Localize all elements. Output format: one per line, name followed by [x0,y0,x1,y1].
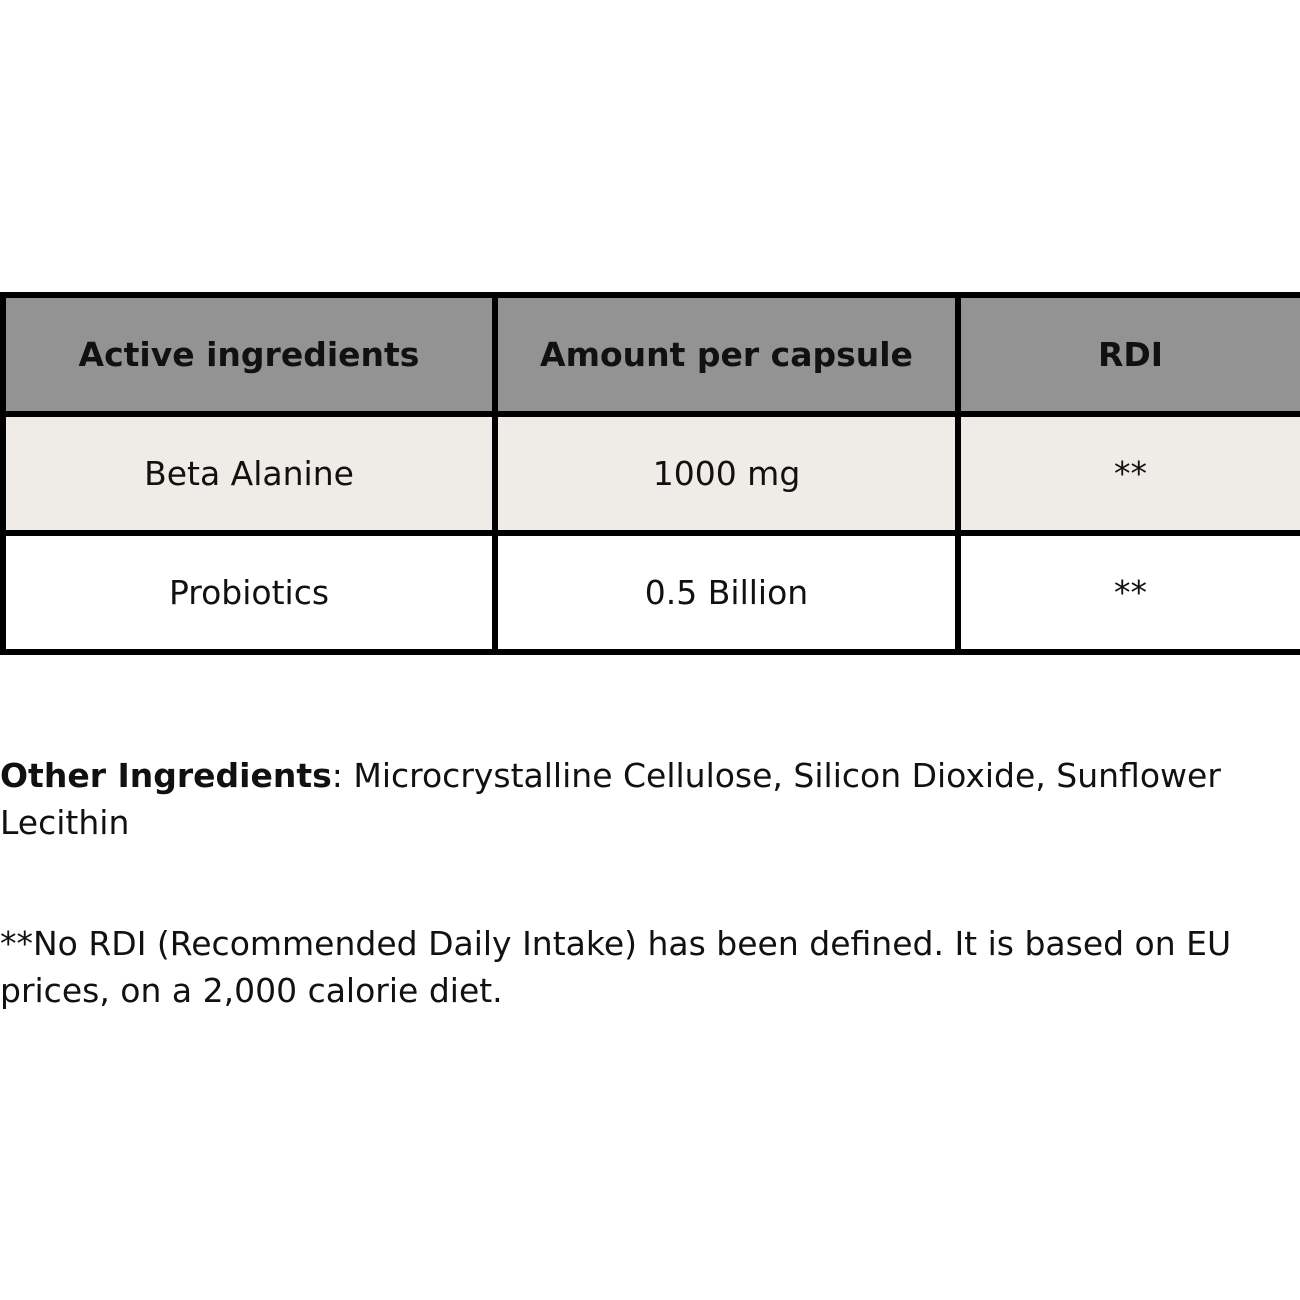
table-header-row [3,295,1300,414]
header-rdi: RDI [958,295,1300,414]
header-amount-per-capsule: Amount per capsule [495,295,958,414]
rdi-footnote: **No RDI (Recommended Daily Intake) has been defined. It is based on EU prices, on a 2,000 calorie diet. [0,924,1232,1010]
ingredient-name-cell: Probiotics [3,533,495,652]
ingredients-table [0,292,1300,655]
other-ingredients-list: : Microcrystalline Cellulose, Silicon Dioxide, Sunflower Lecithin [0,756,1221,842]
ingredient-amount-cell: 0.5 Billion [495,533,958,652]
ingredient-amount-cell: 1000 mg [495,414,958,533]
other-ingredients-text [0,752,1260,846]
table-row [3,533,1300,652]
ingredient-rdi-cell: ** [958,414,1300,533]
ingredient-rdi-cell: ** [958,533,1300,652]
ingredient-name-cell: Beta Alanine [3,414,495,533]
other-ingredients-label: Other Ingredients [0,756,332,795]
header-active-ingredients: Active ingredients [3,295,495,414]
table-row [3,414,1300,533]
